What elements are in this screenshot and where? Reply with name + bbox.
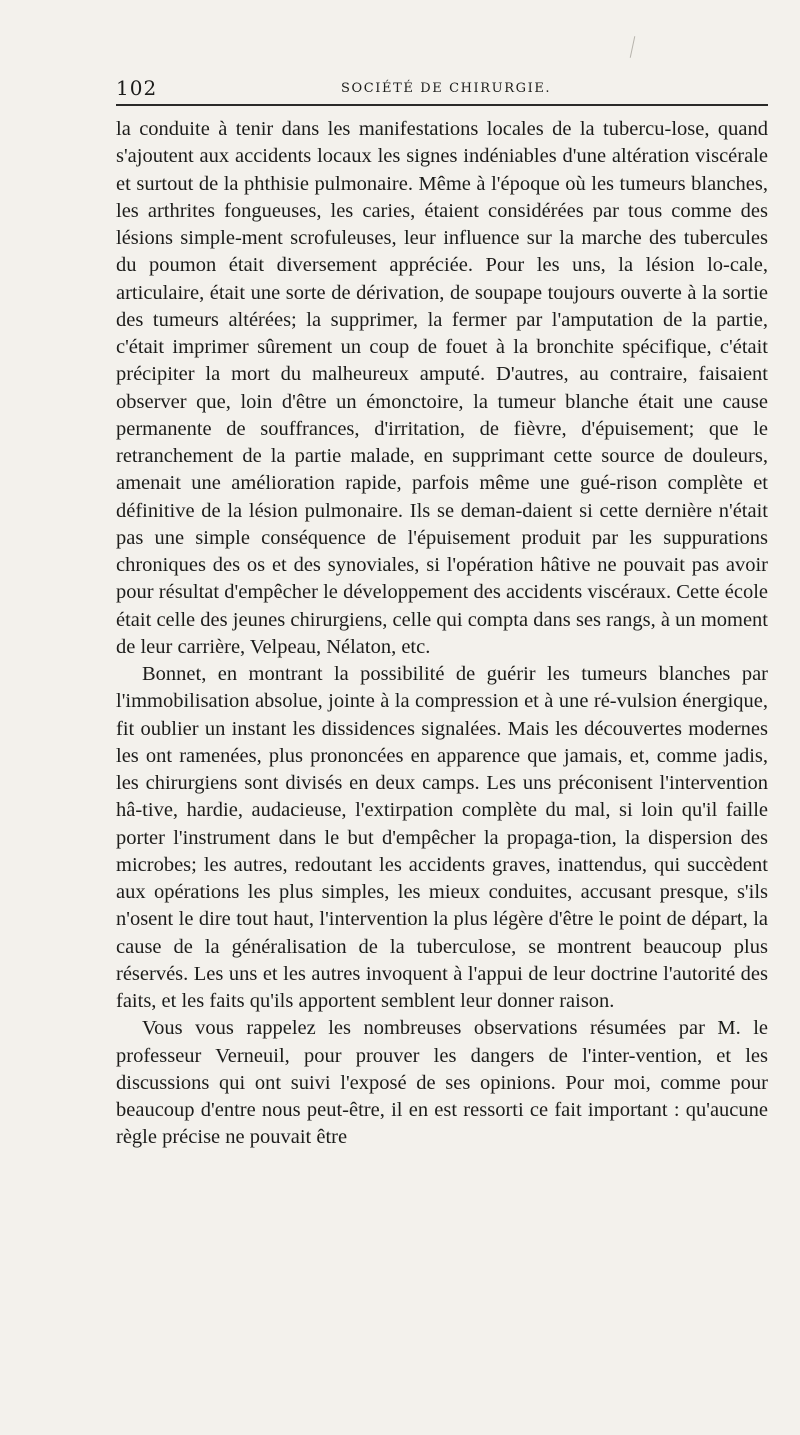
paragraph: la conduite à tenir dans les manifestations locales de la tubercu-lose, quand s'ajoutent aux accidents locaux les signes indéniables d'une altération viscérale et surtout de la phthisie pulmonaire. Même à l'époque où les tumeurs blanches, les arthrites fongueuses, les caries, étaient considérées par tous comme des lésions simple-ment scrofuleuses, leur influence sur la marche des tubercules du poumon était diversement appréciée. Pour les uns, la lésion lo-cale, articulaire, était une sorte de dérivation, de soupape toujours ouverte à la sortie des tumeurs altérées; la supprimer, la fermer par l'amputation de la partie, c'était imprimer sûrement un coup de fouet à la bronchite spécifique, c'était précipiter la mort du malheureux amputé. D'autres, au contraire, faisaient observer que, loin d'être un émonctoire, la tumeur blanche était une cause permanente de souffrances, d'irritation, de fièvre, d'épuisement; que le retranchement de la partie malade, en supprimant cette source de douleurs, amenait une amélioration rapide, parfois même une gué-rison complète et définitive de la lésion pulmonaire. Ils se deman-daient si cette dernière n'était pas une simple conséquence de l'épuisement produit par les suppurations chroniques des os et des synoviales, si l'opération hâtive ne pouvait pas avoir pour résultat d'empêcher le développement des accidents viscéraux. Cette école était celle des jeunes chirurgiens, celle qui compta dans ses rangs, à un moment de leur carrière, Velpeau, Nélaton, etc. <box>116 118 768 658</box>
paragraph: Vous vous rappelez les nombreuses observations résumées par M. le professeur Verneuil, pour prouver les dangers de l'inter-vention, et les discussions qui ont suivi l'exposé de ses opinions. Pour moi, comme pour beaucoup d'entre nous peut-être, il en est ressorti ce fait important : qu'aucune règle précise ne pouvait être <box>116 1017 768 1149</box>
margin-pencil-mark <box>630 36 636 58</box>
header-rule <box>116 104 768 106</box>
running-head: SOCIÉTÉ DE CHIRURGIE. <box>341 81 552 96</box>
page-header <box>116 76 768 100</box>
paragraph: Bonnet, en montrant la possibilité de guérir les tumeurs blanches par l'immobilisation absolue, jointe à la compression et à une ré-vulsion énergique, fit oublier un instant les dissidences signalées. Mais les découvertes modernes les ont ramenées, plus prononcées en apparence que jamais, et, comme jadis, les chirurgiens sont divisés en deux camps. Les uns préconisent l'intervention hâ-tive, hardie, audacieuse, l'extirpation complète du mal, si loin qu'il faille porter l'instrument dans le but d'empêcher la propaga-tion, la dispersion des microbes; les autres, redoutant les accidents graves, inattendus, qui succèdent aux opérations les plus simples, les mieux conduites, accusant presque, s'ils n'osent le dire tout haut, l'intervention la plus légère d'être le point de départ, la cause de la généralisation de la tuberculose, se montrent beaucoup plus réservés. Les uns et les autres invoquent à l'appui de leur doctrine l'autorité des faits, et les faits qu'ils apportent semblent leur donner raison. <box>116 663 768 1012</box>
body-text <box>116 116 768 1152</box>
page-number: 102 <box>116 76 158 100</box>
